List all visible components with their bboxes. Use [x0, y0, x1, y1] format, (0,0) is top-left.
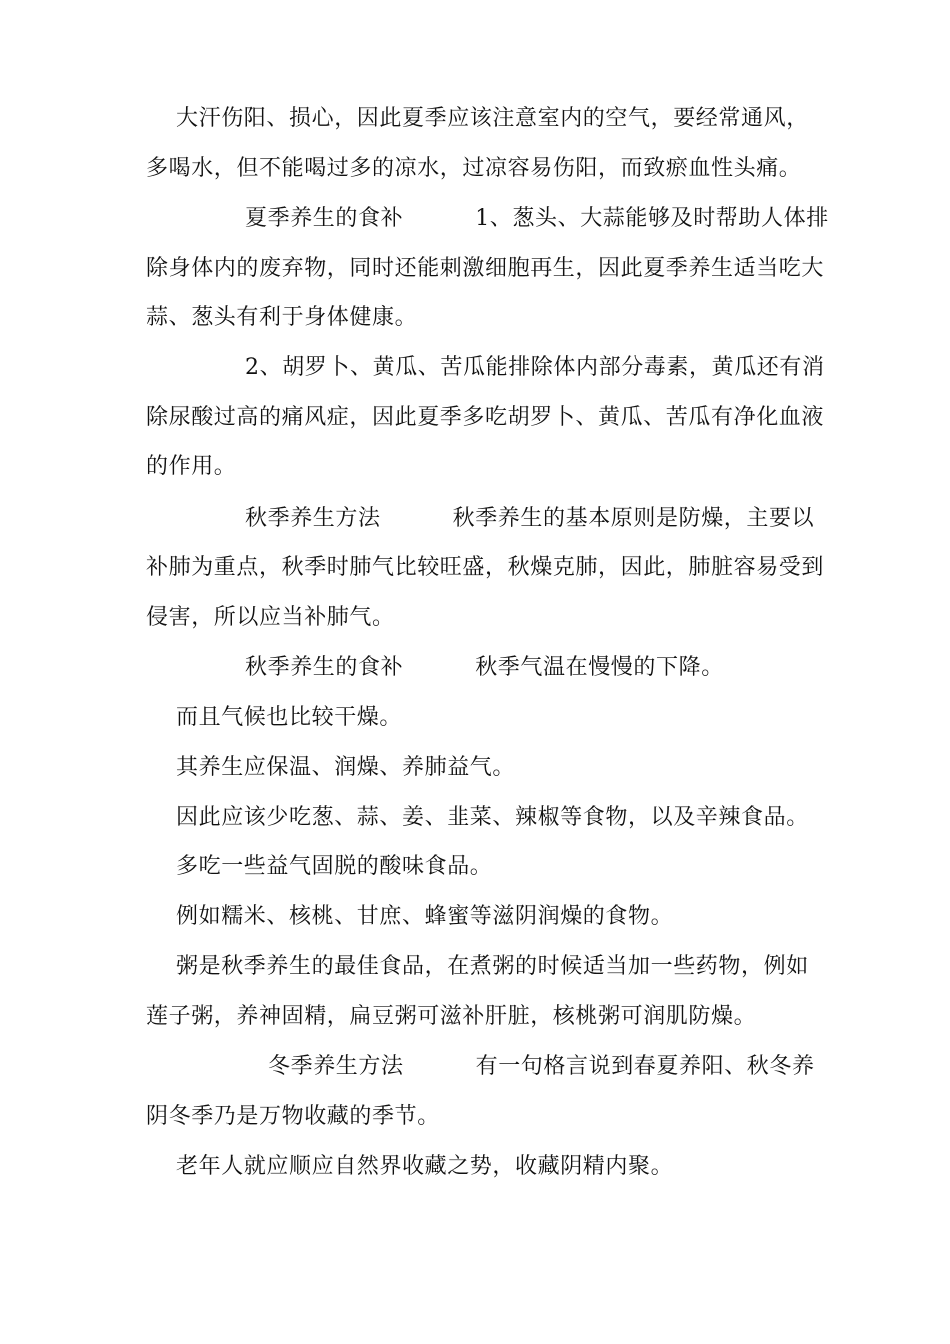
paragraph-line: 老年人就应顺应自然界收藏之势，收藏阴精内聚。 [176, 1154, 674, 1179]
paragraph-line: 侵害，所以应当补肺气。 [146, 605, 395, 630]
heading-text: 有一句格言说到春夏养阳、秋冬养 [475, 1054, 815, 1079]
paragraph-line: 的作用。 [146, 454, 237, 479]
section-heading-autumn-method [245, 504, 814, 534]
section-heading-winter-method [268, 1052, 815, 1082]
heading-text: 秋季气温在慢慢的下降。 [475, 655, 724, 680]
paragraph-line: 2、胡罗卜、黄瓜、苦瓜能排除体内部分毒素，黄瓜还有消 [245, 355, 825, 380]
heading-text: 秋季养生的基本原则是防燥，主要以 [452, 506, 815, 531]
paragraph-line: 除尿酸过高的痛风症，因此夏季多吃胡罗卜、黄瓜、苦瓜有净化血液 [146, 405, 825, 430]
paragraph-line: 补肺为重点，秋季时肺气比较旺盛，秋燥克肺，因此，肺脏容易受到 [146, 555, 825, 580]
section-heading-autumn-food [245, 653, 724, 683]
heading-text: 1、葱头、大蒜能够及时帮助人体排 [475, 206, 829, 231]
section-heading-summer-food [245, 204, 829, 234]
paragraph-line: 多吃一些益气固脱的酸味食品。 [176, 854, 493, 879]
paragraph-line: 阴冬季乃是万物收藏的季节。 [146, 1104, 440, 1129]
paragraph-line: 除身体内的废弃物，同时还能刺激细胞再生，因此夏季养生适当吃大 [146, 256, 825, 281]
paragraph-line: 因此应该少吃葱、蒜、姜、韭菜、辣椒等食物，以及辛辣食品。 [176, 805, 809, 830]
paragraph-line: 大汗伤阳、损心，因此夏季应该注意室内的空气，要经常通风， [176, 106, 809, 131]
heading-title: 秋季养生方法 [245, 506, 381, 531]
heading-title: 秋季养生的食补 [245, 655, 404, 680]
paragraph-line: 莲子粥，养神固精，扁豆粥可滋补肝脏，核桃粥可润肌防燥。 [146, 1004, 757, 1029]
heading-title: 冬季养生方法 [268, 1054, 404, 1079]
paragraph-line: 而且气候也比较干燥。 [176, 705, 403, 730]
paragraph-line: 多喝水，但不能喝过多的凉水，过凉容易伤阳，而致瘀血性头痛。 [146, 156, 802, 181]
paragraph-line: 例如糯米、核桃、甘庶、蜂蜜等滋阴润燥的食物。 [176, 904, 674, 929]
paragraph-line: 粥是秋季养生的最佳食品，在煮粥的时候适当加一些药物，例如 [176, 954, 809, 979]
heading-title: 夏季养生的食补 [245, 206, 404, 231]
paragraph-line: 蒜、葱头有利于身体健康。 [146, 305, 418, 330]
paragraph-line: 其养生应保温、润燥、养肺益气。 [176, 755, 516, 780]
